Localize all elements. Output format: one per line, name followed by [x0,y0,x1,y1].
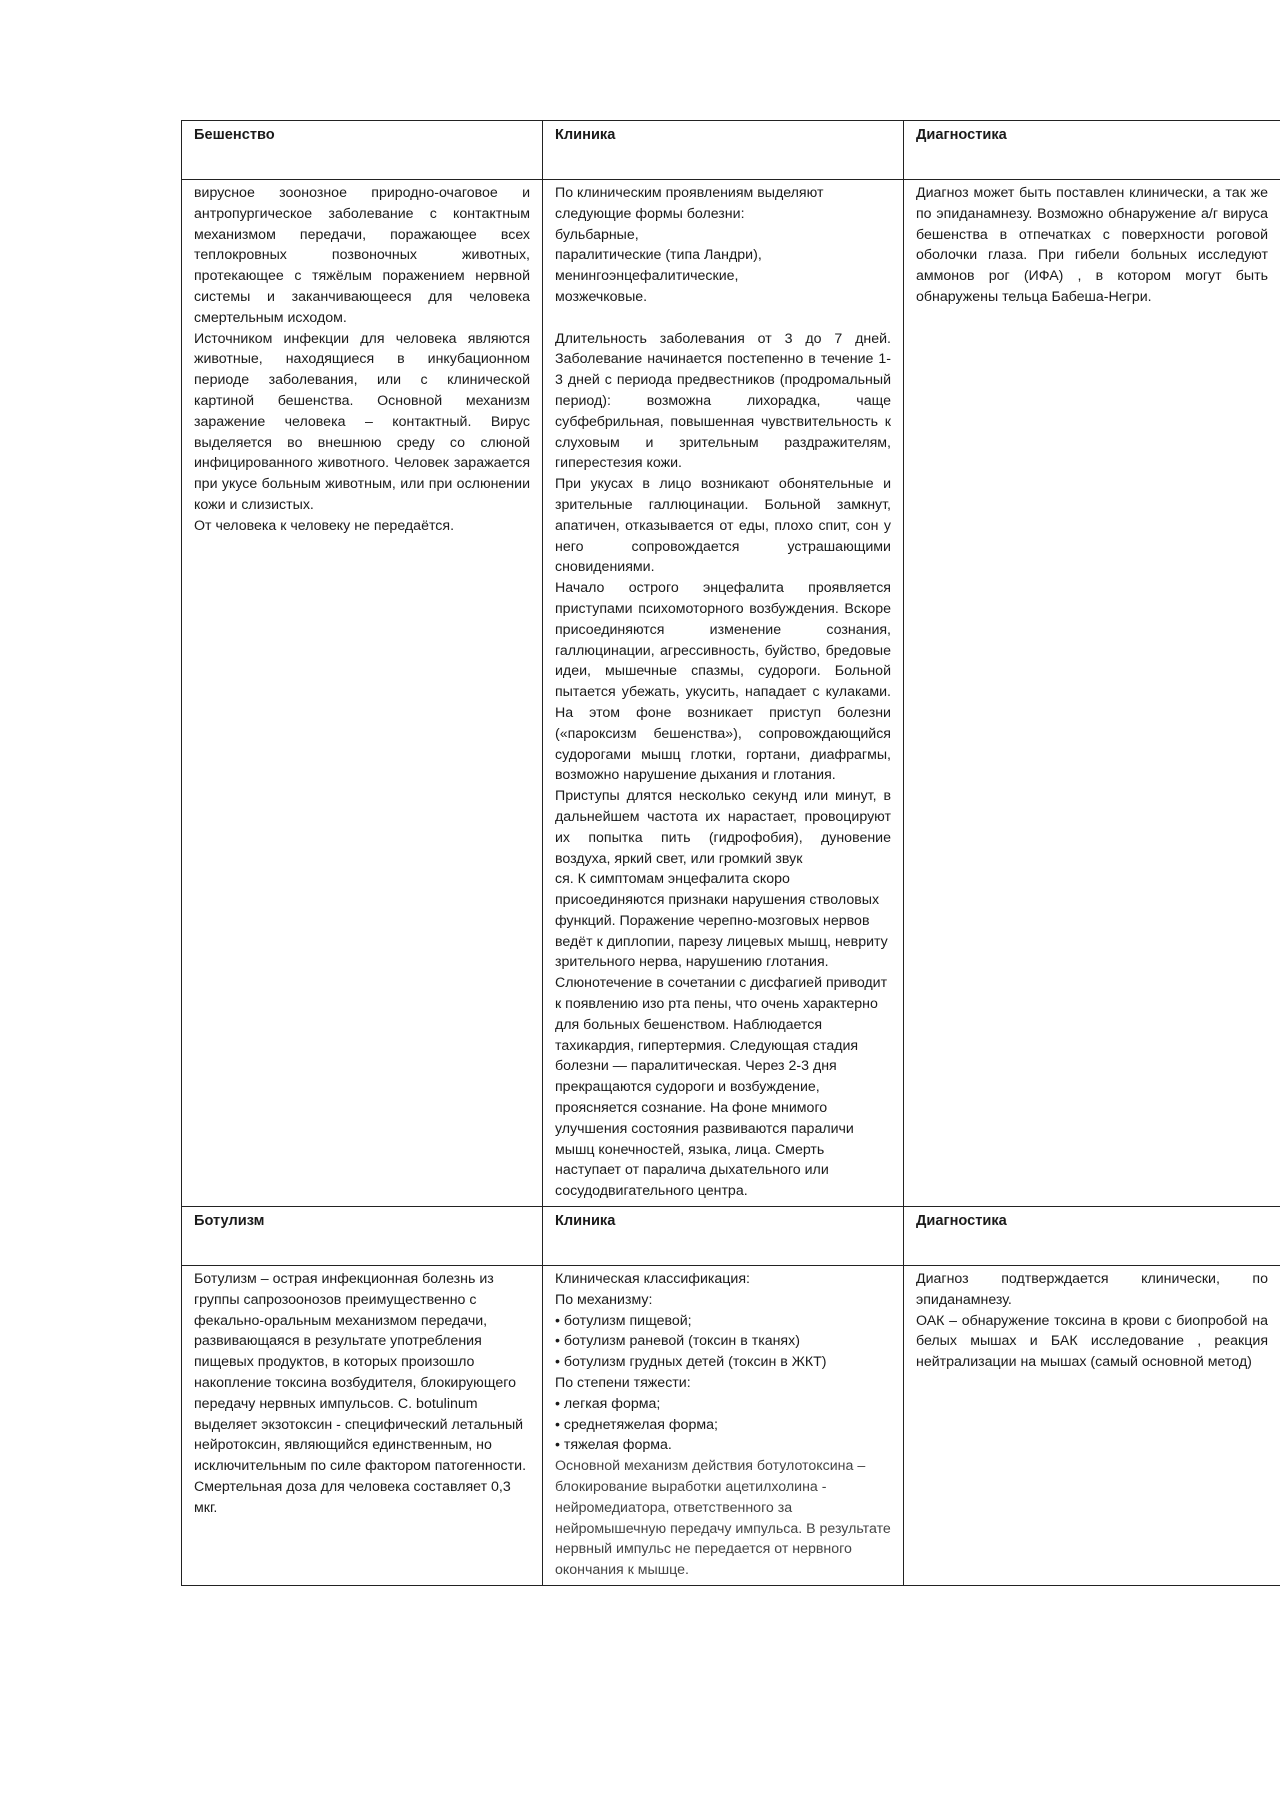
botulism-severity-item: • среднетяжелая форма; [555,1416,718,1433]
botulism-content-row [182,1266,1280,1586]
botulism-definition-cell [182,1266,543,1586]
rabies-diagnostics-text: Диагноз может быть поставлен клинически, а так же по эпиданамнезу. Возможно обнаружение а/г вируса бешенства в отпечатках с поверхности роговой оболочки глаза. При гибели больных исследуют аммонов рог (ИФА) , в котором могут быть обнаружены тельца Бабеша-Негри. [916,185,1268,305]
rabies-header-row [182,121,1280,180]
rabies-clinic-cell [543,180,904,1207]
botulism-diagnostics-text: ОАК – обнаружение токсина в крови с биопробой на белых мышах и БАК исследование , реакция нейтрализации на мышах (самый основной метод) [916,1312,1268,1371]
rabies-form-item: паралитические (типа Ландри), [555,247,762,264]
botulism-classification-title: Клиническая классификация: [555,1271,750,1288]
rabies-definition-text: вирусное зоонозное природно-очаговое и антропургическое заболевание с контактным механизмом передачи, поражающее всех теплокровных позвоночных животных, протекающее с тяжёлым поражением нервной системы и заканчивающееся для человека смертельным исходом. [194,185,530,326]
rabies-diagnostics-cell [904,180,1280,1207]
botulism-mechanism-item: • ботулизм грудных детей (токсин в ЖКТ) [555,1354,827,1371]
botulism-diagnostics-cell [904,1266,1280,1586]
botulism-title: Ботулизм [182,1207,543,1266]
rabies-clinic-paragraph: Длительность заболевания от 3 до 7 дней. Заболевание начинается постепенно в течение 1-3 дней с периода предвестников (продромальный период): возможна лихорадка, чаще субфебрильная, повышенная чувствительность к слуховым и зрительным раздражителям, гиперестезия кожи. [555,330,891,472]
rabies-clinic-intro: По клиническим проявлениям выделяют следующие формы болезни: [555,185,824,222]
blank-line [555,308,891,329]
botulism-severity-item: • легкая форма; [555,1395,661,1412]
botulism-severity-label: По степени тяжести: [555,1375,691,1392]
rabies-diagnostics-header: Диагностика [904,121,1280,180]
rabies-clinic-continuation: ся. К симптомам энцефалита скоро присоединяются признаки нарушения стволовых функций. Поражение черепно-мозговых нервов ведёт к диплопии, парезу лицевых мышц, невриту зрительного нерва, нарушению глотания. Слюнотечение в сочетании с дисфагией приводит к появлению изо рта пены, что очень характерно для больных бешенством. Наблюдается тахикардия, гипертермия. Следующая стадия болезни — паралитическая. Через 2-3 дня прекращаются судороги и возбуждение, проясняется сознание. На фоне мнимого улучшения состояния развиваются параличи мышц конечностей, языка, лица. Смерть наступает от паралича дыхательного или сосудодвигательного центра. [555,871,888,1200]
rabies-form-item: менингоэнцефалитические, [555,268,739,285]
rabies-clinic-paragraph: Приступы длятся несколько секунд или минут, в дальнейшем частота их нарастает, провоцируют их попытка пить (гидрофобия), дуновение воздуха, яркий свет, или громкий звук [555,788,891,867]
rabies-clinic-paragraph: Начало острого энцефалита проявляется приступами психомоторного возбуждения. Вскоре присоединяются изменение сознания, галлюцинации, агрессивность, буйство, бредовые идеи, мышечные спазмы, судороги. Больной пытается убежать, укусить, нападает с кулаками. На этом фоне возникает приступ болезни («пароксизм бешенства»), сопровождающийся судорогами мышц глотки, гортани, диафрагмы, возможно нарушение дыхания и глотания. [555,580,891,784]
rabies-clinic-header: Клиника [543,121,904,180]
botulism-header-row [182,1207,1280,1266]
botulism-severity-item: • тяжелая форма. [555,1437,672,1454]
rabies-title: Бешенство [182,121,543,180]
rabies-definition-cell [182,180,543,1207]
botulism-clinic-header: Клиника [543,1207,904,1266]
botulism-mechanism-item: • ботулизм пищевой; [555,1312,692,1329]
rabies-transmission-note: От человека к человеку не передаётся. [194,517,455,534]
rabies-source-text: Источником инфекции для человека являются животные, находящиеся в инкубационном периоде заболевания, или с клинической картиной бешенства. Основной механизм заражение человека – контактный. Вирус выделяется во внешнюю среду со слюной инфицированного животного. Человек заражается при укусе больным животным, или при ослюнении кожи и слизистых. [194,330,530,513]
botulism-definition-text: Ботулизм – острая инфекционная болезнь из группы сапрозоонозов преимущественно с фекально-оральным механизмом передачи, развивающаяся в результате употребления пищевых продуктов, в которых произошло накопление токсина возбудителя, блокирующего передачу нервных импульсов. C. botulinum выделяет экзотоксин - специфический летальный нейротоксин, являющийся единственным, но исключительным по силе фактором патогенности. Смертельная доза для человека составляет 0,3 мкг. [194,1271,527,1516]
botulism-diagnostics-header: Диагностика [904,1207,1280,1266]
rabies-form-item: бульбарные, [555,226,639,243]
botulism-diagnostics-text: Диагноз подтверждается клинически, по эпиданамнезу. [916,1271,1268,1308]
botulism-clinic-cell [543,1266,904,1586]
rabies-content-row [182,180,1280,1207]
botulism-mechanism-action: Основной механизм действия ботулотоксина – блокирование выработки ацетилхолина - нейромедиатора, ответственного за нейромышечную передачу импульса. В результате нервный импульс не передается от нервного окончания к мышце. [555,1458,891,1579]
botulism-mechanism-item: • ботулизм раневой (токсин в тканях) [555,1333,800,1350]
botulism-mechanism-label: По механизму: [555,1291,653,1308]
rabies-clinic-paragraph: При укусах в лицо возникают обонятельные и зрительные галлюцинации. Больной замкнут, апатичен, отказывается от еды, плохо спит, сон у него сопровождается устрашающими сновидениями. [555,476,891,576]
rabies-form-item: мозжечковые. [555,288,648,305]
disease-table [181,120,1280,1586]
